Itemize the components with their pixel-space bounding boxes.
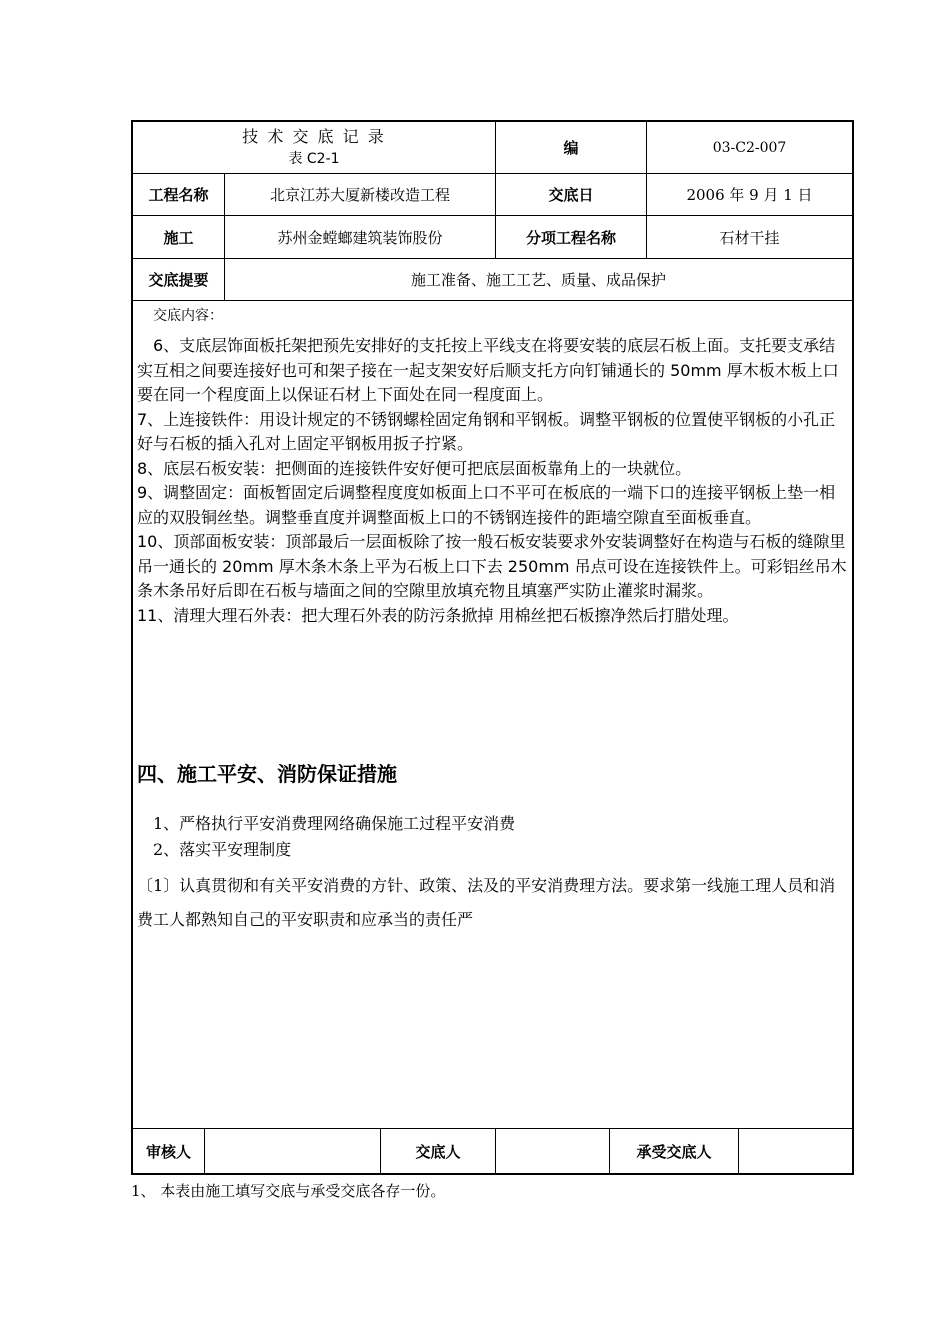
discloser-value [496,1129,609,1173]
project-label: 工程名称 [148,186,209,204]
subitem-label: 分项工程名称 [525,228,616,247]
number-value: 03-C2-007 [712,139,787,156]
summary-label: 交底提要 [148,271,209,289]
date-value: 2006 年 9 月 1 日 [686,186,813,204]
section-item: 2、落实平安理制度 [137,840,292,859]
receiver-value [739,1129,852,1173]
project-value: 北京江苏大厦新楼改造工程 [269,186,450,204]
row-divider [131,300,854,301]
content-paragraph: 7、上连接铁件：用设计规定的不锈钢螺栓固定角钢和平钢板。调整平钢板的位置使平钢板的小孔正好与石板的插入孔对上固定平钢板用扳子拧紧。 [137,409,836,453]
section-items [137,811,850,937]
reviewer-label: 审核人 [145,1142,191,1161]
subitem-value: 石材干挂 [719,228,780,247]
content-paragraph: 10、顶部面板安装：顶部最后一层面板除了按一般石板安装要求外安装调整好在构造与石板的缝隙里吊一通长的 20mm 厚木条木条上平为石板上口下去 250mm 吊点可设在连接铁件上。可彩铝丝吊木条木条吊好后即在石板与墙面之间的空隙里放填充物且填塞严实防止灌浆时漏浆。 [137,532,847,600]
footnote: 1、 本表由施工填写交底与承受交底各存一份。 [131,1182,446,1200]
contractor-value: 苏州金螳螂建筑装饰股份 [277,228,443,247]
content-paragraph: 6、支底层饰面板托架把预先安排好的支托按上平线支在将要安装的底层石板上面。支托要支承结实互相之间要连接好也可和架子接在一起支架安好后顺支托方向钉铺通长的 50mm 厚木板木板上口要在同一个程度面上以保证石材上下面处在同一程度面上。 [137,336,839,404]
section-item: 〔1〕认真贯彻和有关平安消费的方针、政策、法及的平安消费理方法。要求第一线施工理人员和消费工人都熟知自己的平安职责和应承当的责任严 [137,876,836,929]
reviewer-value [205,1129,380,1173]
form-code: 表 C2-1 [288,150,340,167]
discloser-label: 交底人 [415,1142,461,1161]
content-paragraph: 8、底层石板安装：把侧面的连接铁件安好便可把底层面板靠角上的一块就位。 [137,458,692,478]
content-label: 交底内容： [153,308,223,324]
contractor-label: 施工 [163,228,194,247]
receiver-label: 承受交底人 [636,1142,712,1161]
content-paragraph: 11、清理大理石外表：把大理石外表的防污条掀掉 用棉丝把石板擦净然后打腊处理。 [137,605,739,625]
number-label: 编 [563,139,579,157]
content-paragraph: 9、调整固定：面板暂固定后调整程度度如板面上口不平可在板底的一端下口的连接平钢板上垫一相应的双股铜丝垫。调整垂直度并调整面板上口的不锈钢连接件的距墙空隙直至面板垂直。 [137,483,836,527]
content-body [137,334,850,628]
title-cell [133,122,495,173]
form-title: 技 术 交 底 记 录 [242,126,386,146]
summary-value: 施工准备、施工工艺、质量、成品保护 [410,271,666,289]
date-label: 交底日 [548,186,594,204]
section-title: 四、施工平安、消防保证措施 [137,762,397,786]
section-item: 1、严格执行平安消费理网络确保施工过程平安消费 [137,814,516,833]
